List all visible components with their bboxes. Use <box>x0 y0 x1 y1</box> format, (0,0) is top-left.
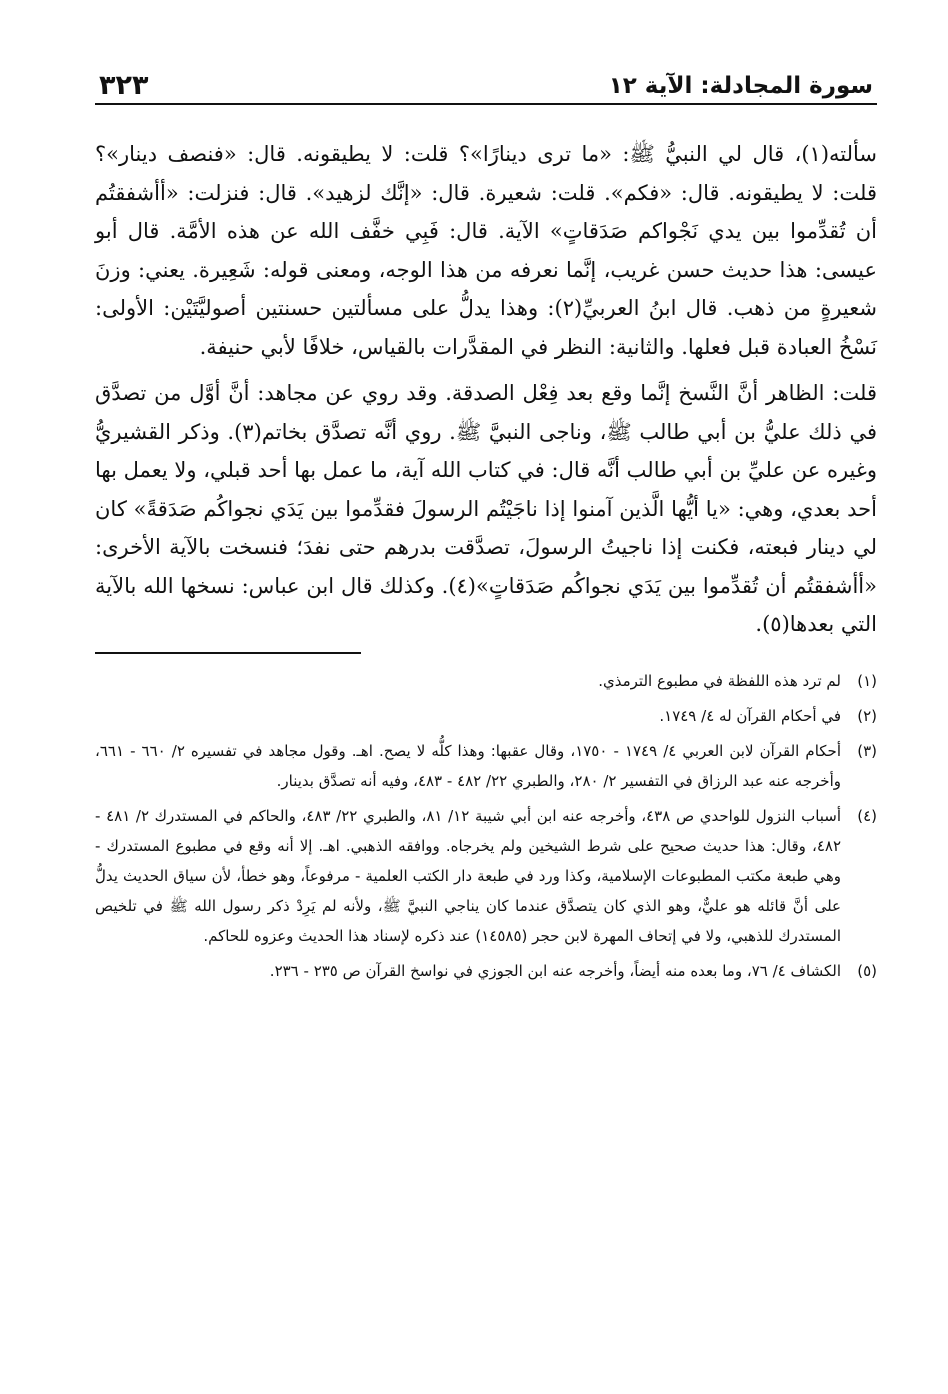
paragraph: سألته(١)، قال لي النبيُّ ﷺ: «ما ترى دينارًا»؟ قلت: لا يطيقونه. قال: «فنصف دينار»؟ قلت: لا يطيقونه. قال: «فكم». قلت: شعيرة. قال: «إنَّك لزهيد». قال: فنزلت: «أأشفقتُم أن تُقدِّموا بين يدي نَجْواكم صَدَقاتٍ» الآية. قال: فَبِي خفَّف الله عن هذه الأمَّة. قال أبو عيسى: هذا حديث حسن غريب، إنَّما نعرفه من هذا الوجه، ومعنى قوله: شَعِيرة. يعني: وزنَ شعيرةٍ من ذهب. قال ابنُ العربيِّ(٢): وهذا يدلُّ على مسألتين حسنتين أصوليَّتَيْن: الأولى: نَسْخُ العبادة قبل فعلها. والثانية: النظر في المقدَّرات بالقياس، خلافًا لأبي حنيفة. <box>95 142 877 359</box>
footnote <box>95 666 877 696</box>
footnote-number: (٥) <box>857 961 877 980</box>
footnote-number: (١) <box>857 671 877 690</box>
footnotes <box>95 666 877 986</box>
footnote-number: (٢) <box>857 706 877 725</box>
footnote-text: أسباب النزول للواحدي ص ٤٣٨، وأخرجه عنه ابن أبي شيبة ١٢/ ٨١، والطبري ٢٢/ ٤٨٣، والحاكم في المستدرك ٢/ ٤٨١ - ٤٨٢، وقال: هذا حديث صحيح على شرط الشيخين ولم يخرجاه. ووافقه الذهبي. اهـ. إلا أنه وقع في مطبوع المستدرك - وهي طبعة مكتب المطبوعات الإسلامية، وكذا ورد في طبعة دار الكتب العلمية - مرفوعاً، وهو خطأ، لأن سياق الحديث يدلُّ على أنَّ قائله هو عليٌّ، وهو الذي كان يتصدَّق عندما كان يناجي النبيَّ ﷺ، ولأنه لم يَرِدْ ذكر رسول الله ﷺ في تلخيص المستدرك للذهبي، ولا في إتحاف المهرة لابن حجر (١٤٥٨٥) عند ذكره لإسناد هذا الحديث وعزوه للحاكم. <box>95 806 842 945</box>
footnote-number: (٣) <box>857 741 877 760</box>
footnote-number: (٤) <box>857 806 877 825</box>
page-header <box>95 55 877 105</box>
footnote <box>95 736 877 796</box>
paragraph: قلت: الظاهر أنَّ النَّسخ إنَّما وقع بعد فِعْل الصدقة. وقد روي عن مجاهد: أنَّ أوَّل من تصدَّق في ذلك عليُّ بن أبي طالب ﷺ، وناجى النبيَّ ﷺ. روي أنَّه تصدَّق بخاتم(٣). وذكر القشيريُّ وغيره عن عليِّ بن أبي طالب أنَّه قال: في كتاب الله آية، ما عمل بها أحد قبلي، ولا يعمل بها أحد بعدي، وهي: «يا أيُّها الَّذين آمنوا إذا ناجَيْتُم الرسولَ فقدِّموا بين يَدَي نجواكُم صَدَقةً» كان لي دينار فبعته، فكنت إذا ناجيتُ الرسولَ، تصدَّقت بدرهم حتى نفدَ؛ فنسخت بالآية الأخرى: «أأشفقتُم أن تُقدِّموا بين يَدَي نجواكُم صَدَقاتٍ»(٤). وكذلك قال ابن عباس: نسخها الله بالآية التي بعدها(٥). <box>95 381 877 636</box>
running-title: سورة المجادلة: الآية ١٢ <box>608 73 873 99</box>
footnote-text: في أحكام القرآن له ٤/ ١٧٤٩. <box>659 706 841 725</box>
footnote-text: لم ترد هذه اللفظة في مطبوع الترمذي. <box>598 671 841 690</box>
book-page <box>95 55 877 1365</box>
footnote <box>95 801 877 951</box>
footnote <box>95 956 877 986</box>
footnote <box>95 701 877 731</box>
main-text <box>95 135 877 644</box>
footnote-text: أحكام القرآن لابن العربي ٤/ ١٧٤٩ - ١٧٥٠، وقال عقبها: وهذا كلُّه لا يصح. اهـ. وقول مجاهد في تفسيره ٢/ ٦٦٠ - ٦٦١، وأخرجه عنه عبد الرزاق في التفسير ٢/ ٢٨٠، والطبري ٢٢/ ٤٨٢ - ٤٨٣، وفيه أنه تصدَّق بدينار. <box>95 741 841 790</box>
footnote-text: الكشاف ٤/ ٧٦، وما بعده منه أيضاً، وأخرجه عنه ابن الجوزي في نواسخ القرآن ص ٢٣٥ - ٢٣٦. <box>269 961 841 980</box>
footnote-separator <box>95 652 361 654</box>
page-number: ٣٢٣ <box>99 70 149 101</box>
